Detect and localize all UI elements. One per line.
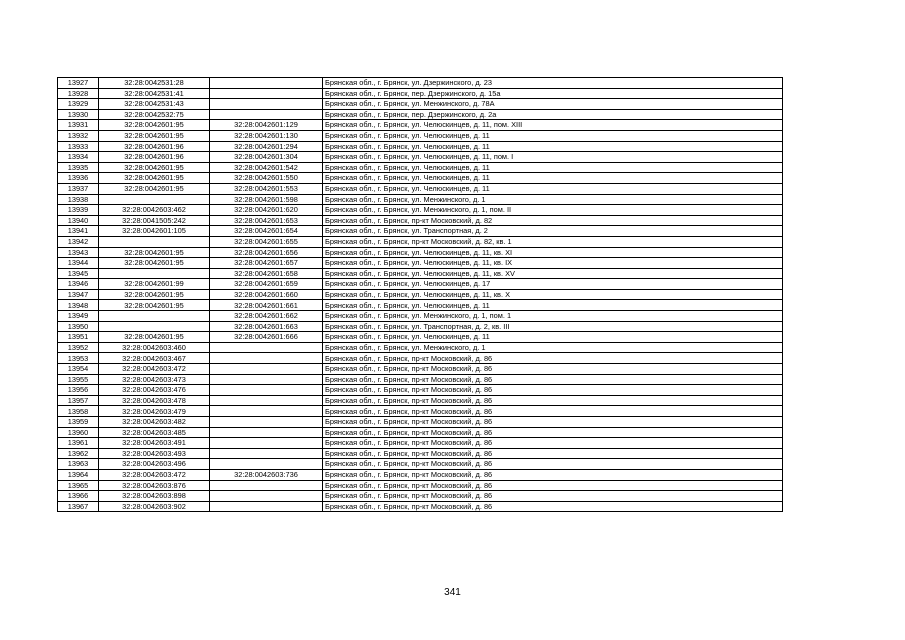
row-number-cell: 13959	[58, 417, 99, 428]
address-cell: Брянская обл., г. Брянск, ул. Челюскинцев, д. 11	[323, 162, 783, 173]
row-number-cell: 13927	[58, 78, 99, 89]
table-row	[58, 205, 783, 216]
cadastral-number-cell: 32:28:0042603:472	[99, 364, 210, 375]
address-cell: Брянская обл., г. Брянск, ул. Менжинского, д. 1, пом. 1	[323, 311, 783, 322]
object-cadastral-number-cell	[210, 385, 323, 396]
address-cell: Брянская обл., г. Брянск, пр-кт Московский, д. 86	[323, 480, 783, 491]
page-number: 341	[444, 587, 461, 598]
address-cell: Брянская обл., г. Брянск, пр-кт Московский, д. 86	[323, 374, 783, 385]
table-row	[58, 173, 783, 184]
cadastral-number-cell: 32:28:0042531:43	[99, 99, 210, 110]
address-cell: Брянская обл., г. Брянск, ул. Менжинского, д. 1	[323, 194, 783, 205]
table-row	[58, 247, 783, 258]
table-row	[58, 395, 783, 406]
object-cadastral-number-cell	[210, 406, 323, 417]
address-cell: Брянская обл., г. Брянск, пр-кт Московский, д. 86	[323, 459, 783, 470]
row-number-cell: 13956	[58, 385, 99, 396]
object-cadastral-number-cell: 32:28:0042601:304	[210, 152, 323, 163]
table-row	[58, 120, 783, 131]
table-row	[58, 215, 783, 226]
row-number-cell: 13949	[58, 311, 99, 322]
object-cadastral-number-cell	[210, 342, 323, 353]
object-cadastral-number-cell: 32:28:0042601:598	[210, 194, 323, 205]
row-number-cell: 13947	[58, 289, 99, 300]
table-row	[58, 459, 783, 470]
row-number-cell: 13961	[58, 438, 99, 449]
cadastral-number-cell: 32:28:0042603:476	[99, 385, 210, 396]
object-cadastral-number-cell: 32:28:0042601:659	[210, 279, 323, 290]
object-cadastral-number-cell	[210, 364, 323, 375]
address-cell: Брянская обл., г. Брянск, пр-кт Московский, д. 86	[323, 395, 783, 406]
address-cell: Брянская обл., г. Брянск, ул. Менжинского, д. 1	[323, 342, 783, 353]
row-number-cell: 13932	[58, 130, 99, 141]
object-cadastral-number-cell	[210, 88, 323, 99]
row-number-cell: 13939	[58, 205, 99, 216]
cadastral-number-cell: 32:28:0042601:95	[99, 300, 210, 311]
object-cadastral-number-cell	[210, 109, 323, 120]
table-row	[58, 279, 783, 290]
cadastral-number-cell: 32:28:0041505:242	[99, 215, 210, 226]
address-cell: Брянская обл., г. Брянск, пр-кт Московский, д. 86	[323, 448, 783, 459]
cadastral-number-cell: 32:28:0042601:95	[99, 183, 210, 194]
cadastral-number-cell: 32:28:0042601:99	[99, 279, 210, 290]
object-cadastral-number-cell: 32:28:0042601:658	[210, 268, 323, 279]
row-number-cell: 13933	[58, 141, 99, 152]
address-cell: Брянская обл., г. Брянск, ул. Челюскинцев, д. 11	[323, 173, 783, 184]
address-cell: Брянская обл., г. Брянск, пр-кт Московский, д. 86	[323, 427, 783, 438]
cadastral-number-cell: 32:28:0042601:95	[99, 162, 210, 173]
cadastral-number-cell: 32:28:0042603:462	[99, 205, 210, 216]
row-number-cell: 13943	[58, 247, 99, 258]
object-cadastral-number-cell: 32:28:0042601:542	[210, 162, 323, 173]
cadastral-number-cell	[99, 268, 210, 279]
object-cadastral-number-cell: 32:28:0042601:130	[210, 130, 323, 141]
cadastral-number-cell: 32:28:0042601:96	[99, 141, 210, 152]
object-cadastral-number-cell	[210, 501, 323, 512]
address-cell: Брянская обл., г. Брянск, пр-кт Московский, д. 82, кв. 1	[323, 236, 783, 247]
object-cadastral-number-cell	[210, 353, 323, 364]
address-cell: Брянская обл., г. Брянск, пер. Дзержинского, д. 2а	[323, 109, 783, 120]
table-row	[58, 109, 783, 120]
table-row	[58, 236, 783, 247]
row-number-cell: 13931	[58, 120, 99, 131]
address-cell: Брянская обл., г. Брянск, ул. Челюскинцев, д. 11, кв. XV	[323, 268, 783, 279]
cadastral-number-cell: 32:28:0042603:496	[99, 459, 210, 470]
cadastral-number-cell	[99, 236, 210, 247]
object-cadastral-number-cell	[210, 427, 323, 438]
cadastral-number-cell: 32:28:0042601:95	[99, 120, 210, 131]
address-cell: Брянская обл., г. Брянск, ул. Челюскинцев, д. 11, пом. XIII	[323, 120, 783, 131]
cadastral-number-cell: 32:28:0042601:95	[99, 332, 210, 343]
registry-table-body	[58, 78, 783, 512]
table-row	[58, 406, 783, 417]
object-cadastral-number-cell: 32:28:0042601:666	[210, 332, 323, 343]
address-cell: Брянская обл., г. Брянск, ул. Челюскинцев, д. 11	[323, 183, 783, 194]
cadastral-number-cell	[99, 311, 210, 322]
table-row	[58, 427, 783, 438]
table-row	[58, 141, 783, 152]
cadastral-number-cell: 32:28:0042603:898	[99, 491, 210, 502]
table-row	[58, 374, 783, 385]
table-row	[58, 438, 783, 449]
object-cadastral-number-cell: 32:28:0042601:294	[210, 141, 323, 152]
row-number-cell: 13952	[58, 342, 99, 353]
cadastral-number-cell: 32:28:0042603:460	[99, 342, 210, 353]
object-cadastral-number-cell: 32:28:0042601:657	[210, 258, 323, 269]
row-number-cell: 13962	[58, 448, 99, 459]
object-cadastral-number-cell	[210, 395, 323, 406]
object-cadastral-number-cell	[210, 438, 323, 449]
object-cadastral-number-cell: 32:28:0042601:553	[210, 183, 323, 194]
address-cell: Брянская обл., г. Брянск, пер. Дзержинского, д. 15а	[323, 88, 783, 99]
object-cadastral-number-cell	[210, 374, 323, 385]
row-number-cell: 13960	[58, 427, 99, 438]
cadastral-number-cell: 32:28:0042601:95	[99, 289, 210, 300]
address-cell: Брянская обл., г. Брянск, пр-кт Московский, д. 86	[323, 417, 783, 428]
object-cadastral-number-cell: 32:28:0042601:660	[210, 289, 323, 300]
row-number-cell: 13935	[58, 162, 99, 173]
row-number-cell: 13928	[58, 88, 99, 99]
table-row	[58, 152, 783, 163]
address-cell: Брянская обл., г. Брянск, пр-кт Московский, д. 86	[323, 491, 783, 502]
object-cadastral-number-cell	[210, 448, 323, 459]
table-row	[58, 448, 783, 459]
address-cell: Брянская обл., г. Брянск, ул. Транспортная, д. 2	[323, 226, 783, 237]
object-cadastral-number-cell: 32:28:0042601:550	[210, 173, 323, 184]
table-row	[58, 268, 783, 279]
object-cadastral-number-cell: 32:28:0042601:662	[210, 311, 323, 322]
table-row	[58, 258, 783, 269]
address-cell: Брянская обл., г. Брянск, пр-кт Московский, д. 86	[323, 406, 783, 417]
table-row	[58, 311, 783, 322]
object-cadastral-number-cell: 32:28:0042601:655	[210, 236, 323, 247]
cadastral-number-cell: 32:28:0042603:902	[99, 501, 210, 512]
table-row	[58, 321, 783, 332]
table-row	[58, 501, 783, 512]
cadastral-number-cell: 32:28:0042601:95	[99, 130, 210, 141]
table-row	[58, 88, 783, 99]
object-cadastral-number-cell	[210, 417, 323, 428]
table-row	[58, 353, 783, 364]
address-cell: Брянская обл., г. Брянск, ул. Менжинского, д. 78А	[323, 99, 783, 110]
object-cadastral-number-cell: 32:28:0042601:129	[210, 120, 323, 131]
cadastral-number-cell: 32:28:0042603:493	[99, 448, 210, 459]
row-number-cell: 13951	[58, 332, 99, 343]
row-number-cell: 13957	[58, 395, 99, 406]
object-cadastral-number-cell	[210, 99, 323, 110]
row-number-cell: 13937	[58, 183, 99, 194]
row-number-cell: 13938	[58, 194, 99, 205]
object-cadastral-number-cell: 32:28:0042601:661	[210, 300, 323, 311]
cadastral-number-cell: 32:28:0042601:95	[99, 247, 210, 258]
table-row	[58, 300, 783, 311]
row-number-cell: 13967	[58, 501, 99, 512]
object-cadastral-number-cell: 32:28:0042601:656	[210, 247, 323, 258]
row-number-cell: 13953	[58, 353, 99, 364]
address-cell: Брянская обл., г. Брянск, ул. Челюскинцев, д. 11, кв. X	[323, 289, 783, 300]
cadastral-number-cell: 32:28:0042603:491	[99, 438, 210, 449]
address-cell: Брянская обл., г. Брянск, ул. Менжинского, д. 1, пом. II	[323, 205, 783, 216]
object-cadastral-number-cell: 32:28:0042601:654	[210, 226, 323, 237]
table-row	[58, 491, 783, 502]
address-cell: Брянская обл., г. Брянск, ул. Челюскинцев, д. 17	[323, 279, 783, 290]
table-row	[58, 469, 783, 480]
cadastral-number-cell	[99, 321, 210, 332]
cadastral-number-cell: 32:28:0042603:473	[99, 374, 210, 385]
row-number-cell: 13954	[58, 364, 99, 375]
table-row	[58, 99, 783, 110]
row-number-cell: 13964	[58, 469, 99, 480]
table-row	[58, 226, 783, 237]
cadastral-number-cell: 32:28:0042603:485	[99, 427, 210, 438]
row-number-cell: 13944	[58, 258, 99, 269]
table-row	[58, 78, 783, 89]
cadastral-number-cell: 32:28:0042603:467	[99, 353, 210, 364]
row-number-cell: 13941	[58, 226, 99, 237]
table-row	[58, 194, 783, 205]
table-row	[58, 183, 783, 194]
object-cadastral-number-cell: 32:28:0042601:620	[210, 205, 323, 216]
address-cell: Брянская обл., г. Брянск, ул. Челюскинцев, д. 11	[323, 300, 783, 311]
cadastral-number-cell: 32:28:0042603:876	[99, 480, 210, 491]
cadastral-number-cell: 32:28:0042603:472	[99, 469, 210, 480]
object-cadastral-number-cell: 32:28:0042601:663	[210, 321, 323, 332]
address-cell: Брянская обл., г. Брянск, пр-кт Московский, д. 86	[323, 501, 783, 512]
row-number-cell: 13934	[58, 152, 99, 163]
table-row	[58, 342, 783, 353]
address-cell: Брянская обл., г. Брянск, ул. Челюскинцев, д. 11	[323, 332, 783, 343]
cadastral-number-cell: 32:28:0042603:482	[99, 417, 210, 428]
row-number-cell: 13940	[58, 215, 99, 226]
object-cadastral-number-cell	[210, 459, 323, 470]
cadastral-number-cell: 32:28:0042603:479	[99, 406, 210, 417]
address-cell: Брянская обл., г. Брянск, пр-кт Московский, д. 86	[323, 353, 783, 364]
row-number-cell: 13958	[58, 406, 99, 417]
row-number-cell: 13946	[58, 279, 99, 290]
row-number-cell: 13955	[58, 374, 99, 385]
row-number-cell: 13950	[58, 321, 99, 332]
table-row	[58, 480, 783, 491]
object-cadastral-number-cell: 32:28:0042601:653	[210, 215, 323, 226]
cadastral-number-cell: 32:28:0042601:96	[99, 152, 210, 163]
address-cell: Брянская обл., г. Брянск, пр-кт Московский, д. 86	[323, 385, 783, 396]
table-row	[58, 385, 783, 396]
address-cell: Брянская обл., г. Брянск, пр-кт Московский, д. 82	[323, 215, 783, 226]
row-number-cell: 13965	[58, 480, 99, 491]
table-row	[58, 417, 783, 428]
object-cadastral-number-cell	[210, 480, 323, 491]
address-cell: Брянская обл., г. Брянск, ул. Челюскинцев, д. 11	[323, 130, 783, 141]
row-number-cell: 13929	[58, 99, 99, 110]
row-number-cell: 13930	[58, 109, 99, 120]
address-cell: Брянская обл., г. Брянск, ул. Челюскинцев, д. 11, кв. IX	[323, 258, 783, 269]
cadastral-number-cell: 32:28:0042531:28	[99, 78, 210, 89]
address-cell: Брянская обл., г. Брянск, ул. Дзержинского, д. 23	[323, 78, 783, 89]
row-number-cell: 13966	[58, 491, 99, 502]
row-number-cell: 13945	[58, 268, 99, 279]
table-row	[58, 162, 783, 173]
row-number-cell: 13936	[58, 173, 99, 184]
cadastral-number-cell: 32:28:0042603:478	[99, 395, 210, 406]
address-cell: Брянская обл., г. Брянск, ул. Транспортная, д. 2, кв. III	[323, 321, 783, 332]
object-cadastral-number-cell: 32:28:0042603:736	[210, 469, 323, 480]
cadastral-number-cell	[99, 194, 210, 205]
cadastral-number-cell: 32:28:0042531:41	[99, 88, 210, 99]
object-cadastral-number-cell	[210, 491, 323, 502]
row-number-cell: 13942	[58, 236, 99, 247]
table-row	[58, 130, 783, 141]
cadastral-number-cell: 32:28:0042601:95	[99, 173, 210, 184]
table-row	[58, 364, 783, 375]
address-cell: Брянская обл., г. Брянск, ул. Челюскинцев, д. 11, пом. I	[323, 152, 783, 163]
table-row	[58, 289, 783, 300]
object-cadastral-number-cell	[210, 78, 323, 89]
address-cell: Брянская обл., г. Брянск, ул. Челюскинцев, д. 11, кв. XI	[323, 247, 783, 258]
address-cell: Брянская обл., г. Брянск, пр-кт Московский, д. 86	[323, 438, 783, 449]
address-cell: Брянская обл., г. Брянск, пр-кт Московский, д. 86	[323, 469, 783, 480]
table-row	[58, 332, 783, 343]
address-cell: Брянская обл., г. Брянск, пр-кт Московский, д. 86	[323, 364, 783, 375]
cadastral-number-cell: 32:28:0042532:75	[99, 109, 210, 120]
row-number-cell: 13963	[58, 459, 99, 470]
cadastral-number-cell: 32:28:0042601:105	[99, 226, 210, 237]
row-number-cell: 13948	[58, 300, 99, 311]
cadastral-number-cell: 32:28:0042601:95	[99, 258, 210, 269]
address-cell: Брянская обл., г. Брянск, ул. Челюскинцев, д. 11	[323, 141, 783, 152]
registry-table	[57, 77, 783, 512]
